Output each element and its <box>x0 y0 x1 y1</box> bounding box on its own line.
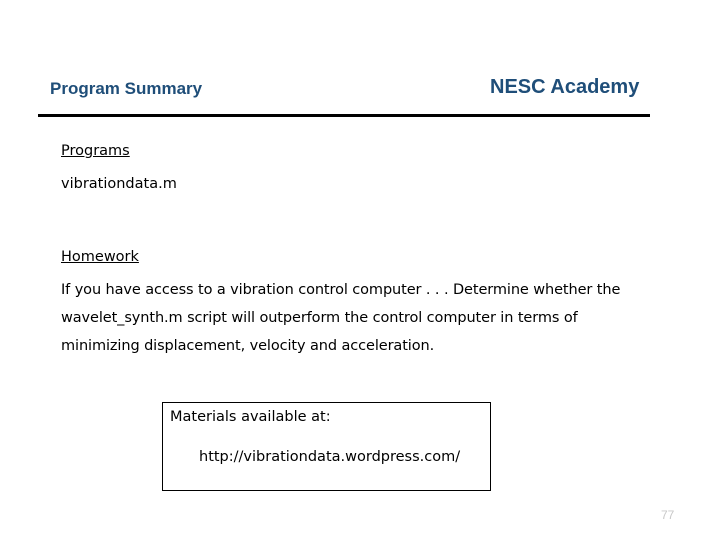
homework-line: wavelet_synth.m script will outperform the control computer in terms of <box>61 310 578 326</box>
materials-label: Materials available at: <box>170 409 331 425</box>
homework-heading: Homework <box>61 249 139 265</box>
page-number: 77 <box>661 508 675 522</box>
title-divider <box>38 114 650 117</box>
programs-heading: Programs <box>61 143 130 159</box>
homework-line: minimizing displacement, velocity and acceleration. <box>61 338 435 354</box>
materials-url: http://vibrationdata.wordpress.com/ <box>199 449 461 465</box>
homework-line: If you have access to a vibration control computer . . . Determine whether the <box>61 282 621 298</box>
materials-box <box>162 402 491 491</box>
program-item: vibrationdata.m <box>61 176 177 192</box>
section-title: Program Summary <box>50 79 203 98</box>
organization-title: NESC Academy <box>490 76 640 98</box>
